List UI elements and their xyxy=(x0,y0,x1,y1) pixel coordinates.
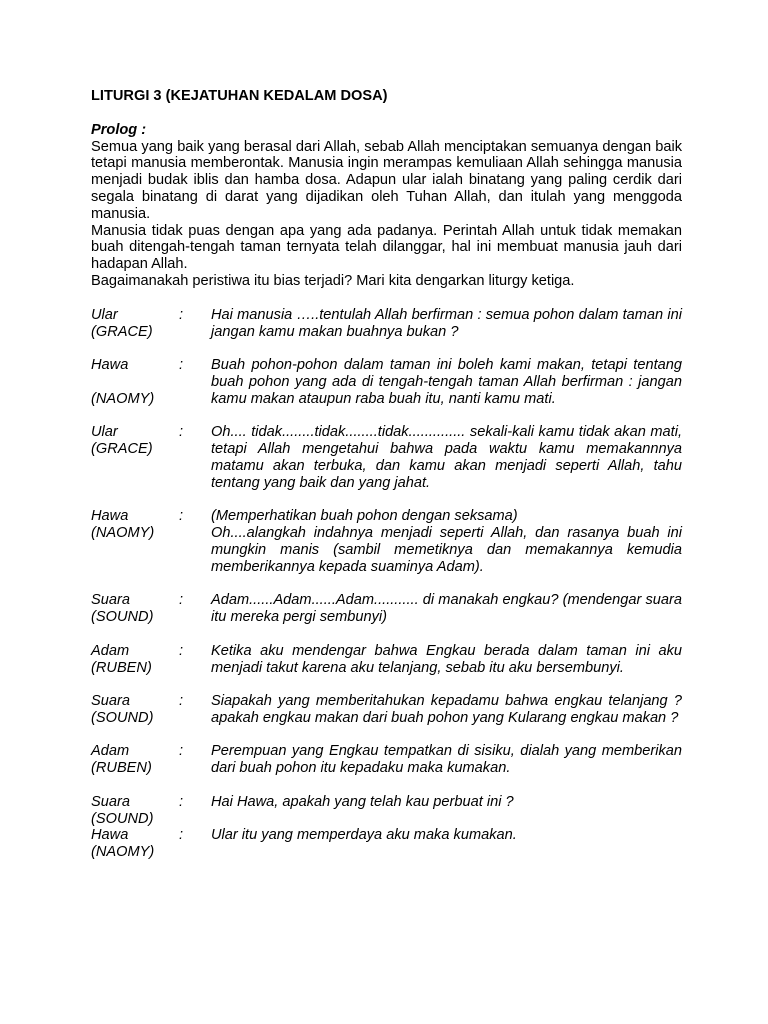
prolog-section xyxy=(91,122,682,290)
dialogue-text xyxy=(211,643,682,677)
speaker xyxy=(91,794,179,828)
speaker xyxy=(91,508,179,575)
speaker xyxy=(91,424,179,491)
dialogue-text xyxy=(211,508,682,575)
colon: : xyxy=(179,642,184,659)
dialogue-text xyxy=(211,357,682,407)
speaker-actor: (NAOMY) xyxy=(91,525,155,542)
dialogue-entry xyxy=(91,592,682,626)
dialogue-text xyxy=(211,827,682,861)
dialogue-entry xyxy=(91,743,682,777)
speaker-role: Ular xyxy=(91,306,118,323)
colon: : xyxy=(179,827,184,844)
speaker xyxy=(91,693,179,727)
dialogue-entry xyxy=(91,508,682,575)
speaker-actor: (RUBEN) xyxy=(91,760,152,777)
speaker-role: Adam xyxy=(91,642,130,659)
dialogue-entry xyxy=(91,357,682,407)
dialogue-line: Oh....alangkah indahnya menjadi seperti Allah, dan rasanya buah ini mungkin manis (sambil memetiknya dan memakannya kemudia memberikannya kepada suaminya Adam). xyxy=(211,525,682,575)
colon: : xyxy=(179,793,184,810)
dialogue-text xyxy=(211,424,682,491)
speaker-actor: (GRACE) xyxy=(91,441,153,458)
dialogue-text xyxy=(211,592,682,626)
dialogue-entry xyxy=(91,827,682,861)
speaker xyxy=(91,743,179,777)
dialogue-line: Hai manusia …..tentulah Allah berfirman : semua pohon dalam taman ini jangan kamu makan buahnya bukan ? xyxy=(211,306,682,340)
colon: : xyxy=(179,508,184,525)
dialogue-text xyxy=(211,693,682,727)
dialogue-text xyxy=(211,307,682,341)
colon: : xyxy=(179,693,184,710)
speaker-actor: (GRACE) xyxy=(91,323,153,340)
speaker-role: Hawa xyxy=(91,827,129,844)
speaker-role: Hawa xyxy=(91,357,129,374)
dialogue-line: Adam......Adam......Adam........... di manakah engkau? (mendengar suara itu mereka pergi sembunyi) xyxy=(211,592,682,626)
dialogue-line: (Memperhatikan buah pohon dengan seksama) xyxy=(211,508,518,525)
speaker-actor: (NAOMY) xyxy=(91,844,155,861)
dialogue-entry xyxy=(91,307,682,341)
dialogue-entry xyxy=(91,643,682,677)
dialogue-line: Perempuan yang Engkau tempatkan di sisiku, dialah yang memberikan dari buah pohon itu kepadaku maka kumakan. xyxy=(211,743,682,777)
dialogue-line: Oh.... tidak........tidak........tidak.............. sekali-kali kamu tidak akan mati, tetapi Allah mengetahui bahwa pada waktu kamu memakannnya matamu akan terbuka, dan kamu akan menjadi seperti Allah, tahu tentang yang baik dan yang jahat. xyxy=(211,424,682,491)
prolog-paragraph: Bagaimanakah peristiwa itu bias terjadi? Mari kita dengarkan liturgy ketiga. xyxy=(91,272,575,289)
colon: : xyxy=(179,743,184,760)
speaker-role: Suara xyxy=(91,693,130,710)
colon: : xyxy=(179,424,184,441)
speaker xyxy=(91,592,179,626)
prolog-paragraph: Manusia tidak puas dengan apa yang ada padanya. Perintah Allah untuk tidak memakan buah ditengah-tengah taman ternyata telah dilanggar, hal ini membuat manusia jauh dari hadapan Allah. xyxy=(91,222,682,273)
speaker xyxy=(91,827,179,861)
prolog-heading: Prolog : xyxy=(91,121,147,138)
speaker-role: Suara xyxy=(91,592,130,609)
speaker-role: Suara xyxy=(91,793,130,810)
dialogue-line: Buah pohon-pohon dalam taman ini boleh kami makan, tetapi tentang buah pohon yang ada di tengah-tengah taman Allah berfirman : jangan kamu makan ataupun raba buah itu, nanti kamu mati. xyxy=(211,357,682,407)
dialogue-line: Ular itu yang memperdaya aku maka kumakan. xyxy=(211,827,517,844)
colon: : xyxy=(179,592,184,609)
speaker-actor: (NAOMY) xyxy=(91,390,155,407)
colon: : xyxy=(179,357,184,374)
speaker-actor: (SOUND) xyxy=(91,609,154,626)
speaker xyxy=(91,643,179,677)
speaker xyxy=(91,357,179,407)
dialogue-entry xyxy=(91,424,682,491)
dialogue-text xyxy=(211,794,682,828)
dialogue-entry xyxy=(91,794,682,828)
document-title: LITURGI 3 (KEJATUHAN KEDALAM DOSA) xyxy=(91,88,388,104)
speaker-actor: (SOUND) xyxy=(91,810,154,827)
speaker-actor: (SOUND) xyxy=(91,709,154,726)
dialogue-line: Hai Hawa, apakah yang telah kau perbuat ini ? xyxy=(211,793,514,810)
speaker-actor: (RUBEN) xyxy=(91,659,152,676)
speaker-role: Adam xyxy=(91,743,130,760)
prolog-paragraph: Semua yang baik yang berasal dari Allah, sebab Allah menciptakan semuanya dengan baik tetapi manusia memberontak. Manusia ingin merampas kemuliaan Allah sehingga manusia menjadi budak iblis dan hamba dosa. Adapun ular ialah binatang yang paling cerdik dari segala binatang di darat yang dijadikan oleh Tuhan Allah, dan itulah yang menggoda manusia. xyxy=(91,138,682,222)
dialogue-line: Siapakah yang memberitahukan kepadamu bahwa engkau telanjang ? apakah engkau makan dari buah pohon yang Kularang engkau makan ? xyxy=(211,693,682,726)
speaker-spacer xyxy=(91,374,179,391)
dialogue-line: Ketika aku mendengar bahwa Engkau berada dalam taman ini aku menjadi takut karena aku telanjang, sebab itu aku bersembunyi. xyxy=(211,642,682,676)
dialogue-text xyxy=(211,743,682,777)
dialogue-list xyxy=(91,307,682,861)
speaker-role: Hawa xyxy=(91,508,129,525)
speaker-role: Ular xyxy=(91,424,118,441)
speaker xyxy=(91,307,179,341)
colon: : xyxy=(179,306,184,323)
dialogue-entry xyxy=(91,693,682,727)
